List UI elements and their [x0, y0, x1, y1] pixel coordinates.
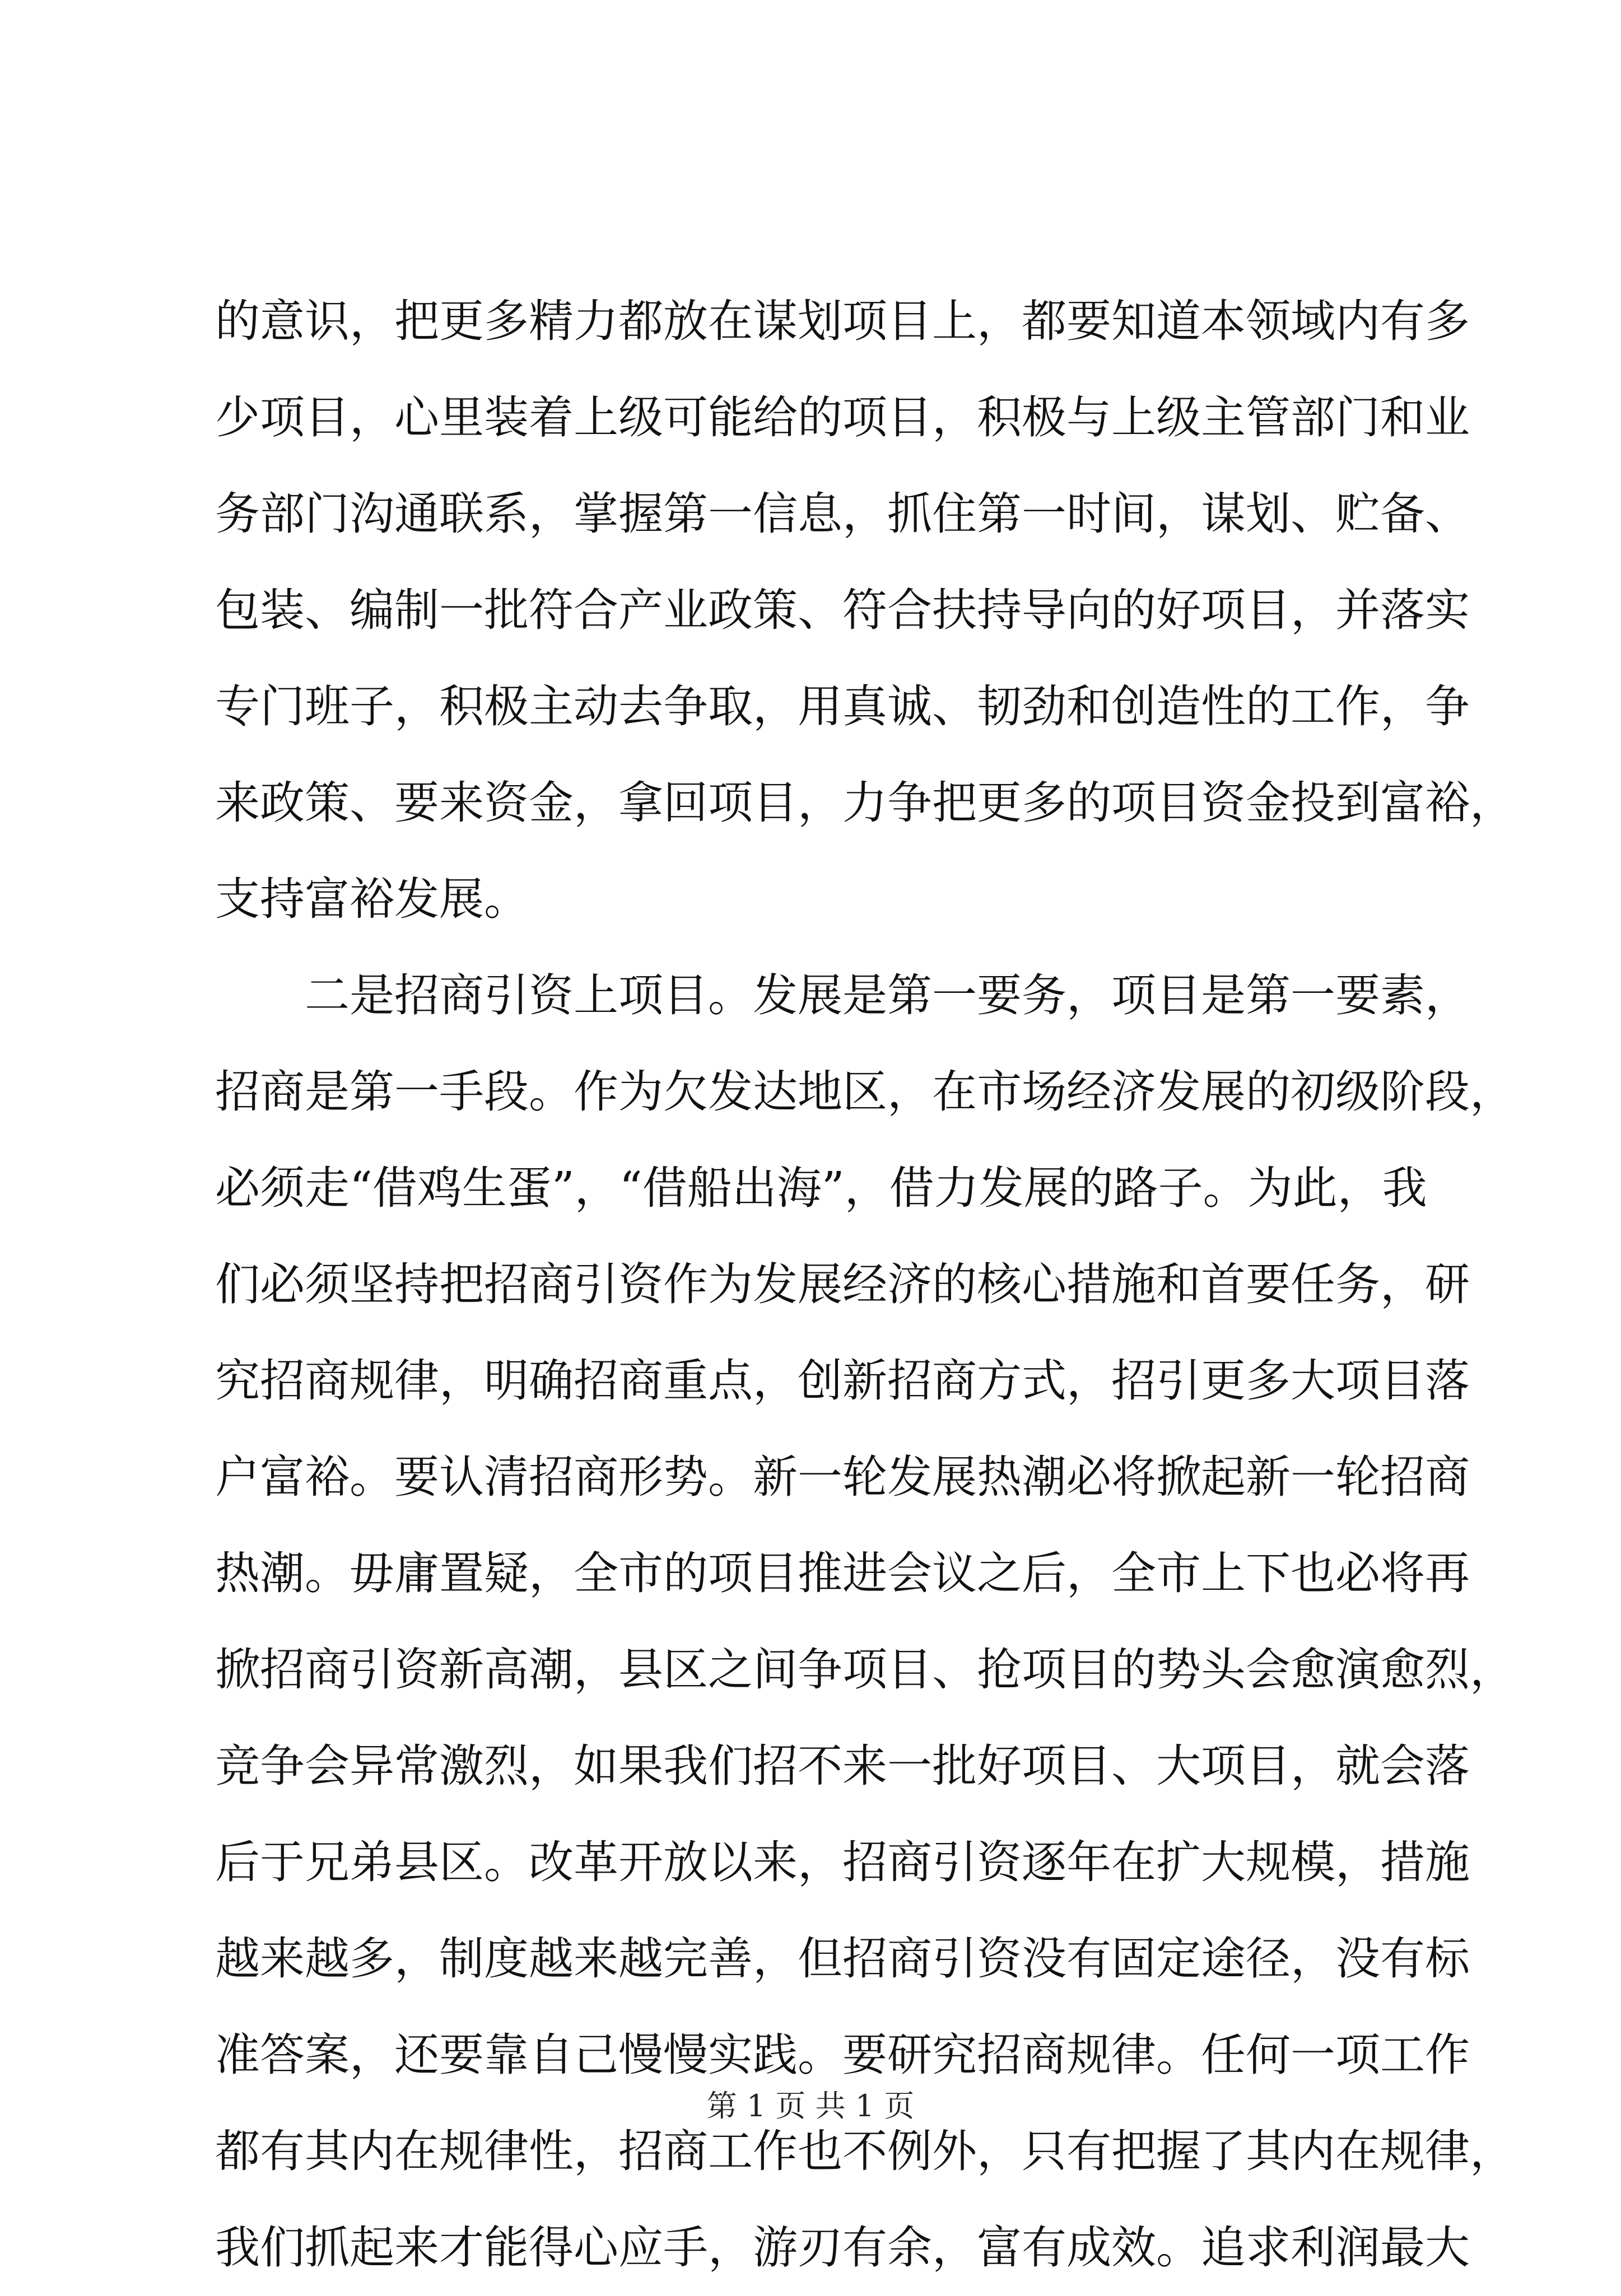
text-line: 户富裕。要认清招商形势。新一轮发展热潮必将掀起新一轮招商	[215, 1451, 1470, 1503]
text-line: 来政策、要来资金，拿回项目，力争把更多的项目资金投到富裕，	[215, 777, 1515, 829]
text-line: 们必须坚持把招商引资作为发展经济的核心措施和首要任务，研	[215, 1258, 1470, 1310]
text-line: 准答案，还要靠自己慢慢实践。要研究招商规律。任何一项工作	[215, 2029, 1470, 2081]
text-line: 竞争会异常激烈，如果我们招不来一批好项目、大项目，就会落	[215, 1740, 1470, 1792]
text-line: 越来越多，制度越来越完善，但招商引资没有固定途径，没有标	[215, 1933, 1470, 1985]
text-line: 务部门沟通联系，掌握第一信息，抓住第一时间，谋划、贮备、	[215, 488, 1470, 540]
paragraph-end-line: 支持富裕发展。	[215, 873, 529, 925]
text-line: 必须走“借鸡生蛋”，“借船出海”，借力发展的路子。为此，我	[215, 1162, 1427, 1214]
text-line: 都有其内在规律性，招商工作也不例外，只有把握了其内在规律，	[215, 2125, 1515, 2177]
text-line: 少项目，心里装着上级可能给的项目，积极与上级主管部门和业	[215, 391, 1470, 444]
text-line: 究招商规律，明确招商重点，创新招商方式，招引更多大项目落	[215, 1355, 1470, 1407]
text-line: 二是招商引资上项目。发展是第一要务，项目是第一要素，	[215, 969, 1470, 1021]
text-line: 的意识，把更多精力都放在谋划项目上，都要知道本领域内有多	[215, 295, 1470, 347]
text-line: 招商是第一手段。作为欠发达地区，在市场经济发展的初级阶段，	[215, 1066, 1515, 1118]
text-line: 我们抓起来才能得心应手，游刃有余，富有成效。追求利润最大	[215, 2222, 1470, 2274]
text-line: 包装、编制一批符合产业政策、符合扶持导向的好项目，并落实	[215, 584, 1470, 636]
text-line: 掀招商引资新高潮，县区之间争项目、抢项目的势头会愈演愈烈，	[215, 1644, 1515, 1696]
page-number-footer: 第 1 页 共 1 页	[706, 2088, 915, 2124]
text-line: 后于兄弟县区。改革开放以来，招商引资逐年在扩大规模，措施	[215, 1836, 1470, 1888]
text-line: 专门班子，积极主动去争取，用真诚、韧劲和创造性的工作，争	[215, 680, 1470, 732]
text-line: 热潮。毋庸置疑，全市的项目推进会议之后，全市上下也必将再	[215, 1547, 1470, 1599]
document-body	[215, 273, 1515, 2296]
